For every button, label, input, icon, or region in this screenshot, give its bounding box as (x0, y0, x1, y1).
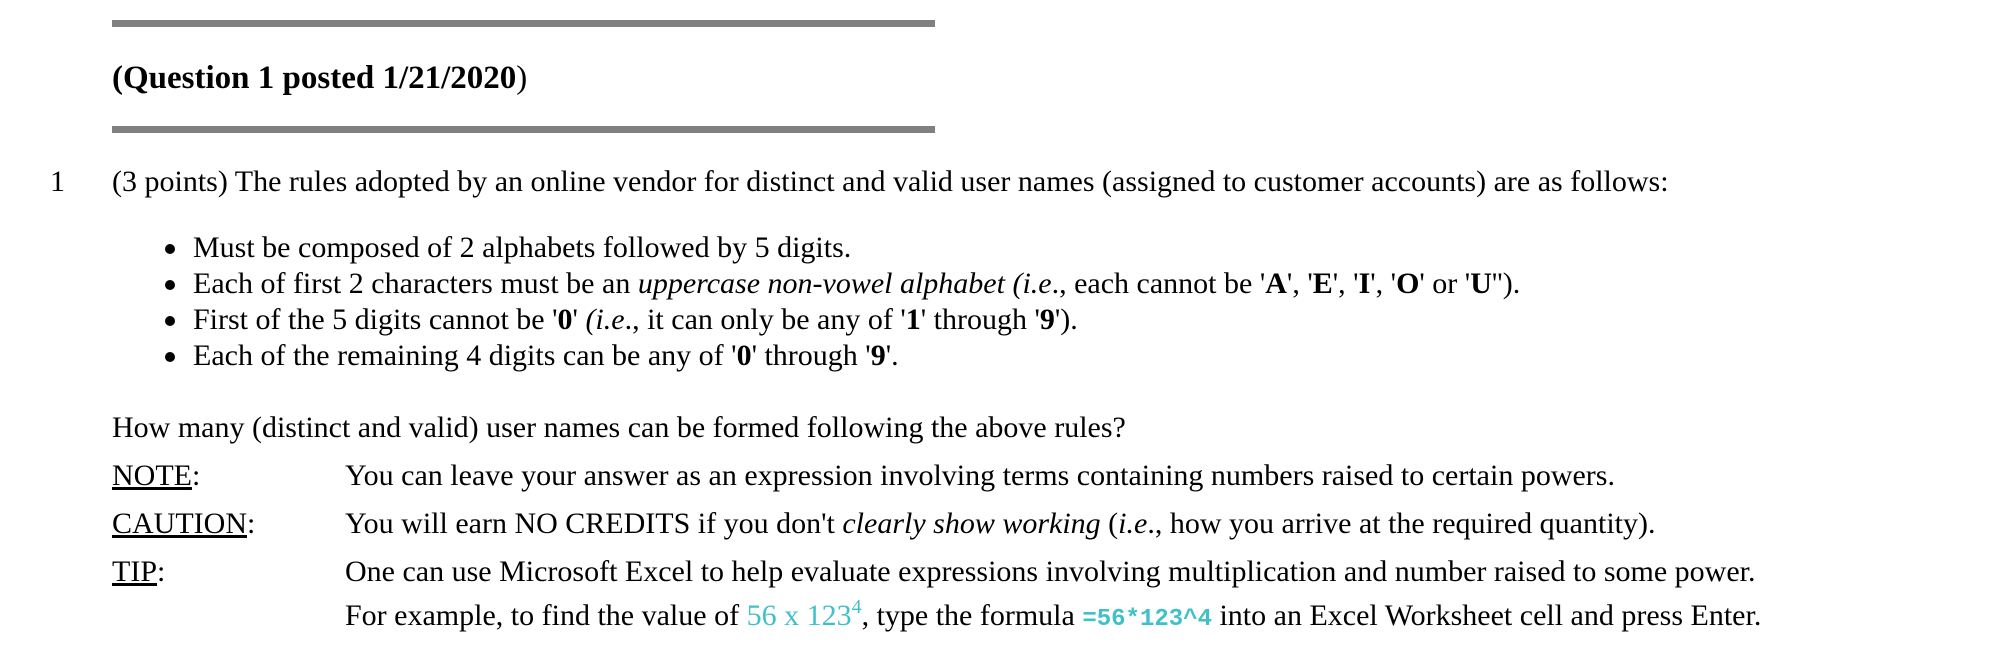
rule-item: First of the 5 digits cannot be '0' (i.e., it can only be any of '1' through '9'). (193, 302, 1520, 338)
rule-item: Must be composed of 2 alphabets followed by 5 digits. (193, 230, 1520, 266)
note-label: NOTE: (112, 459, 201, 492)
example-expression: 56 x $123^4$ (746, 596, 862, 632)
question-prompt: How many (distinct and valid) user names can be formed following the above rules? (112, 411, 1126, 444)
rule-item: Each of the remaining 4 digits can be any of '0' through '9'. (193, 338, 1520, 374)
rules-list (112, 230, 1520, 374)
question-heading: (Question 1 posted 1/21/2020) (112, 60, 528, 96)
caution-label: CAUTION: (112, 507, 256, 540)
tip-label: TIP: (112, 555, 166, 588)
bullet-icon (165, 244, 175, 254)
question-number: 1 (50, 165, 65, 198)
question-text: (3 points) The rules adopted by an online vendor for distinct and valid user names (assigned to customer accounts) are as follows: (112, 165, 1669, 198)
bottom-rule (112, 126, 935, 133)
bullet-icon (165, 280, 175, 290)
excel-formula: =56*123^4 (1082, 606, 1212, 633)
top-rule (112, 20, 935, 27)
caution-text: You will earn NO CREDITS if you don't clearly show working (i.e., how you arrive at the required quantity). (345, 507, 1656, 540)
note-text: You can leave your answer as an expression involving terms containing numbers raised to certain powers. (345, 459, 1615, 492)
bullet-icon (165, 352, 175, 362)
rule-item: Each of first 2 characters must be an uppercase non-vowel alphabet (i.e., each cannot be 'A', 'E', 'I', 'O' or 'U''). (193, 266, 1520, 302)
tip-text-line2: For example, to find the value of 56 x $123^4$, type the formula =56*123^4 into an Excel Worksheet cell and press Enter. (345, 596, 1762, 633)
tip-text-line1: One can use Microsoft Excel to help evaluate expressions involving multiplication and number raised to some power. (345, 555, 1756, 588)
bullet-icon (165, 316, 175, 326)
